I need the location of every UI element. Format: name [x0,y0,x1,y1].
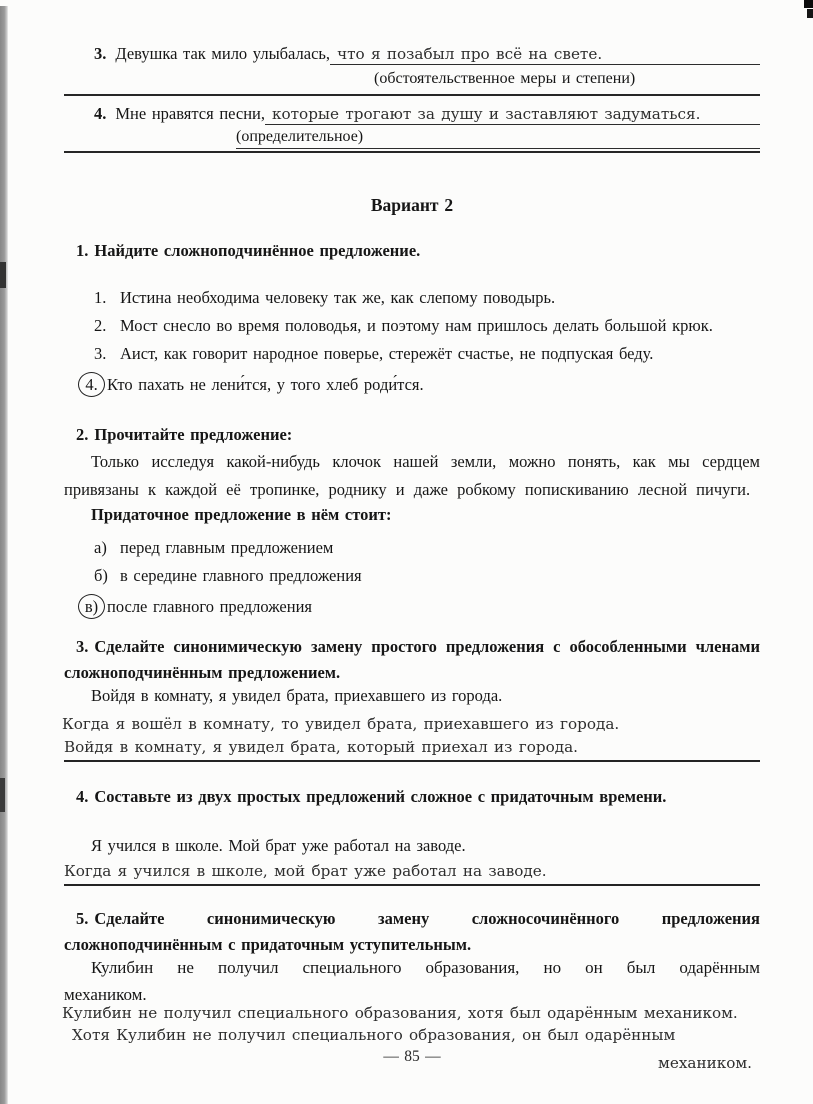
written-answer: Кулибин не получил специального образования, хотя был одарённым механиком. [62,1004,738,1022]
written-answer-underlined: Войдя в комнату, я увидел брата, который приехал из города. [64,736,760,762]
question-2-options [84,538,760,622]
question-3-source-sentence: Войдя в комнату, я увидел брата, приехавшего из города. [91,686,503,705]
option-text: в середине главного предложения [120,566,362,585]
section-divider [64,151,760,153]
page-number: — 85 — [383,1048,441,1065]
printed-sentence: Девушка так мило улыбалась, [115,44,331,63]
question-5-title [64,906,760,958]
option-label: б) [94,566,108,585]
scan-corner-artifact [807,9,813,18]
answer-note: (определительное) [236,127,760,149]
option-label: 3. [94,344,107,363]
option-text: Аист, как говорит народное поверье, стережёт счастье, не подпуская беду. [120,344,654,363]
question-4-source-sentence: Я учился в школе. Мой брат уже работал на заводе. [91,836,466,855]
filled-answer-line: которые трогают за душу и заставляют задуматься. [265,105,760,125]
question-number: 1. [76,241,89,260]
scan-edge-mark [0,778,5,812]
item-number: 4. [94,104,107,123]
option-row [94,288,760,316]
question-4-title [64,784,760,810]
question-title-text: Найдите сложноподчинённое предложение. [94,241,421,260]
page-content [64,0,760,1082]
question-2-subtitle: Придаточное предложение в нём стоит: [91,505,392,524]
question-number: 2. [76,425,89,444]
question-5-source-sentence: Кулибин не получил специального образования, но он был одарённым механиком. [64,958,760,1004]
written-answer-continuation: механиком. [658,1054,752,1072]
option-row [94,344,760,372]
question-number: 5. [76,909,89,928]
scan-corner-artifact [804,0,813,8]
footer-row [64,1048,760,1082]
exercise-item-row [64,104,760,125]
question-1-options [85,288,760,400]
question-2-paragraph: Только исследуя какой-нибудь клочок нашей земли, можно понять, как мы сердцем привязаны к каждой её тропинке, роднику и даже робкому попискиванию лесной пичуги. [64,452,760,499]
exercise-item-4 [64,104,760,153]
option-row-selected [85,372,760,400]
question-3-title [64,634,760,686]
option-text: после главного предложения [107,596,312,616]
question-title-text: Прочитайте предложение: [94,425,293,444]
answer-note: (обстоятельственное меры и степени) [374,70,636,87]
option-row-selected [84,594,760,622]
scan-spine-shadow [0,6,8,1104]
option-label: 1. [94,288,107,307]
option-label: а) [94,538,107,557]
section-divider [64,94,760,96]
circled-answer-mark: 4. [78,372,105,397]
variant-heading: Вариант 2 [370,195,454,215]
question-title-text: Сделайте синонимическую замену простого предложения с обособленными членами сложноподчинённым предложением. [64,637,760,682]
question-number: 3. [76,637,89,656]
option-row [94,316,760,344]
option-text: Истина необходима человеку так же, как слепому поводырь. [120,288,556,307]
item-number: 3. [94,44,107,63]
filled-answer-line: что я позабыл про всё на свете. [330,45,760,65]
exercise-item-3 [64,44,760,96]
option-row [94,538,760,566]
option-row [94,566,760,594]
circled-answer-mark: в) [78,594,105,619]
option-text: перед главным предложением [120,538,334,557]
written-answer-underlined: Когда я учился в школе, мой брат уже работал на заводе. [64,860,760,886]
printed-sentence: Мне нравятся песни, [115,104,266,123]
exercise-item-row [64,44,760,65]
written-answer: Когда я вошёл в комнату, то увидел брата, приехавшего из города. [62,715,620,733]
question-number: 4. [76,787,89,806]
question-title-text: Сделайте синонимическую замену сложносочинённого предложения сложноподчинённым с придаточным уступительным. [64,909,760,954]
question-2-title [64,422,760,448]
question-1-title [64,238,760,264]
option-text: Мост снесло во время половодья, и поэтому нам пришлось делать большой крюк. [120,316,713,335]
written-answer: Хотя Кулибин не получил специального образования, он был одарённым [72,1026,676,1044]
option-text: Кто пахать не лени́тся, у того хлеб роди́тся. [107,374,424,394]
option-label: 2. [94,316,107,335]
scan-edge-mark [0,262,6,288]
question-title-text: Составьте из двух простых предложений сложное с придаточным времени. [94,787,667,806]
